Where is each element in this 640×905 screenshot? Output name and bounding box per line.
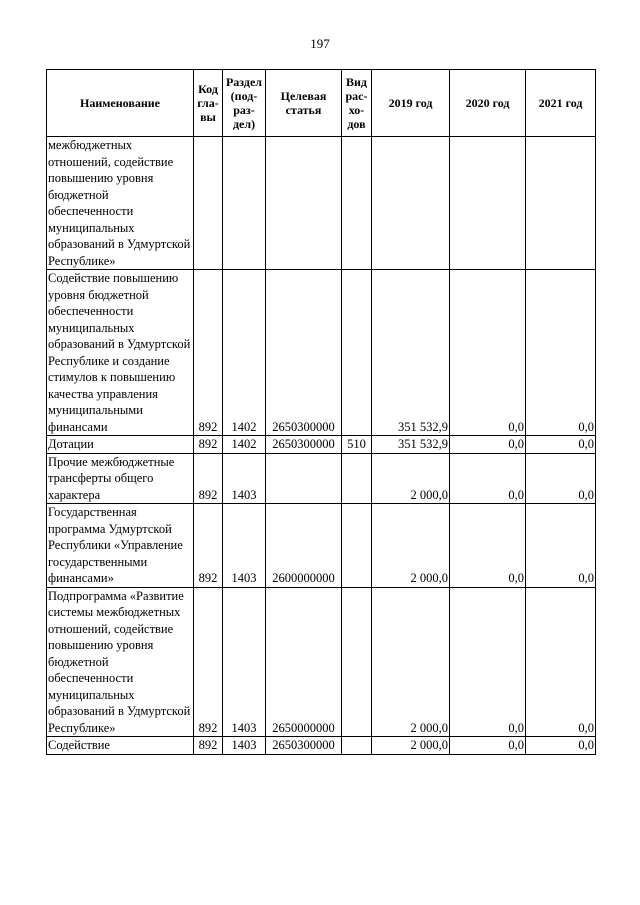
row-expense-type: [342, 453, 372, 504]
row-chapter: 892: [194, 737, 223, 755]
row-name: Дотации: [47, 436, 194, 454]
row-section: 1403: [223, 504, 266, 588]
header-row: [47, 70, 596, 137]
row-2021: 0,0: [526, 504, 596, 588]
row-2019: 351 532,9: [372, 436, 450, 454]
row-name: межбюджетных отношений, содействие повышению уровня бюджетной обеспеченности муниципальных образований в Удмуртской Республике»: [47, 137, 194, 270]
row-chapter: 892: [194, 587, 223, 737]
row-2021: 0,0: [526, 436, 596, 454]
table-row: [47, 270, 596, 436]
row-target: 2600000000: [266, 504, 342, 588]
row-section: 1402: [223, 270, 266, 436]
header-2019: 2019 год: [372, 70, 450, 137]
row-chapter: 892: [194, 453, 223, 504]
row-name: Государственная программа Удмуртской Республики «Управление государственными финансами»: [47, 504, 194, 588]
row-2019: 2 000,0: [372, 453, 450, 504]
table-row: [47, 436, 596, 454]
table-row: [47, 587, 596, 737]
header-expense-type: Вид рас-хо-дов: [342, 70, 372, 137]
table-row: [47, 137, 596, 270]
row-section: 1403: [223, 587, 266, 737]
row-section: 1403: [223, 453, 266, 504]
row-2021: 0,0: [526, 587, 596, 737]
row-2019: 2 000,0: [372, 737, 450, 755]
header-section: Раздел (под-раз-дел): [223, 70, 266, 137]
row-chapter: 892: [194, 270, 223, 436]
row-expense-type: [342, 504, 372, 588]
header-chapter: Код гла-вы: [194, 70, 223, 137]
row-2020: 0,0: [450, 270, 526, 436]
row-2019: 2 000,0: [372, 587, 450, 737]
row-section: 1403: [223, 737, 266, 755]
header-name: Наименование: [47, 70, 194, 137]
row-target: [266, 453, 342, 504]
row-chapter: 892: [194, 436, 223, 454]
header-2020: 2020 год: [450, 70, 526, 137]
row-2020: 0,0: [450, 436, 526, 454]
row-chapter: [194, 137, 223, 270]
page-number: 197: [310, 36, 330, 51]
row-target: 2650300000: [266, 270, 342, 436]
row-2019: [372, 137, 450, 270]
row-chapter: 892: [194, 504, 223, 588]
row-name: Содействие: [47, 737, 194, 755]
row-name: Содействие повышению уровня бюджетной обеспеченности муниципальных образований в Удмуртской Республике и создание стимулов к повышению качества управления муниципальными финансами: [47, 270, 194, 436]
row-expense-type: [342, 587, 372, 737]
row-expense-type: 510: [342, 436, 372, 454]
header-target: Целевая статья: [266, 70, 342, 137]
row-2020: 0,0: [450, 737, 526, 755]
row-name: Прочие межбюджетные трансферты общего характера: [47, 453, 194, 504]
row-target: 2650300000: [266, 737, 342, 755]
row-2020: [450, 137, 526, 270]
row-2021: [526, 137, 596, 270]
row-2020: 0,0: [450, 453, 526, 504]
row-section: [223, 137, 266, 270]
row-2020: 0,0: [450, 504, 526, 588]
row-2021: 0,0: [526, 270, 596, 436]
row-2019: 2 000,0: [372, 504, 450, 588]
table-row: [47, 504, 596, 588]
row-target: 2650000000: [266, 587, 342, 737]
table-row: [47, 453, 596, 504]
row-2021: 0,0: [526, 737, 596, 755]
header-2021: 2021 год: [526, 70, 596, 137]
budget-table: [46, 69, 596, 755]
row-2021: 0,0: [526, 453, 596, 504]
row-2019: 351 532,9: [372, 270, 450, 436]
row-expense-type: [342, 270, 372, 436]
row-expense-type: [342, 137, 372, 270]
row-target: 2650300000: [266, 436, 342, 454]
row-target: [266, 137, 342, 270]
table-row: [47, 737, 596, 755]
row-2020: 0,0: [450, 587, 526, 737]
row-expense-type: [342, 737, 372, 755]
row-section: 1402: [223, 436, 266, 454]
row-name: Подпрограмма «Развитие системы межбюджетных отношений, содействие повышению уровня бюджетной обеспеченности муниципальных образований в Удмуртской Республике»: [47, 587, 194, 737]
